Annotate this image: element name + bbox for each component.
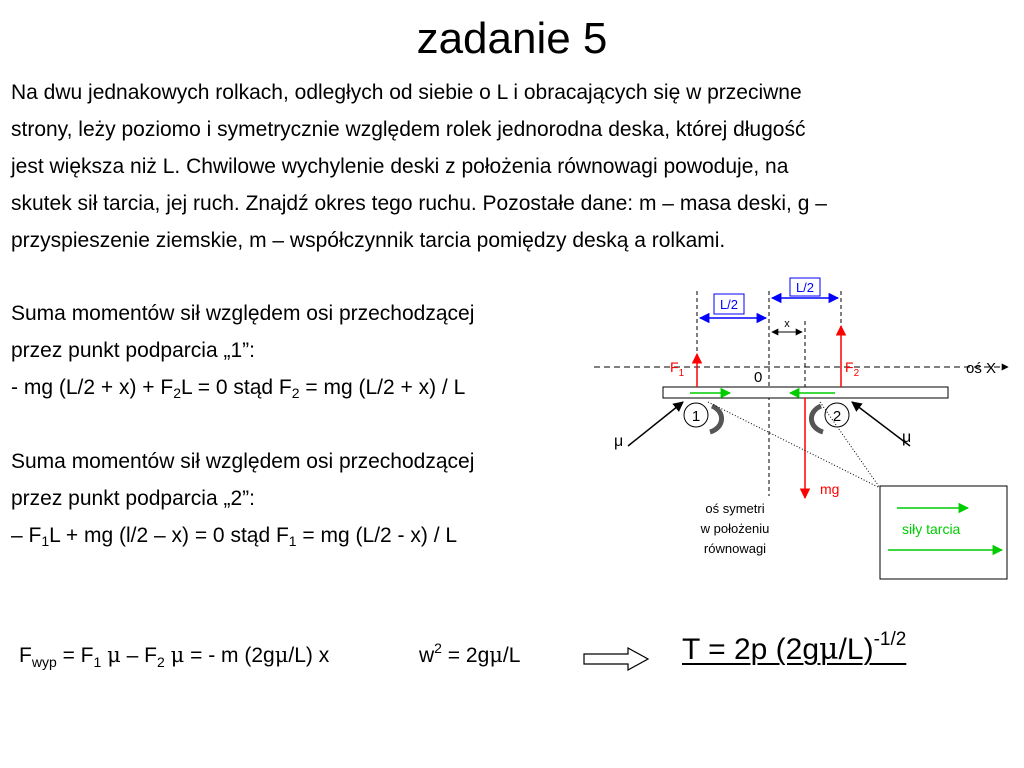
roller-2-label: 2 xyxy=(832,408,842,425)
mu-left-pointer xyxy=(628,402,683,446)
half-length-left-label: L/2 xyxy=(719,297,739,312)
legend-leader-2 xyxy=(820,402,880,488)
x-axis-label: oś X xyxy=(966,360,997,377)
omega-equation: $w^2 = 2g\mu/L$ xyxy=(419,640,521,667)
force-f2-label: $F_2$ xyxy=(845,359,860,379)
slide-title: zadanie 5 xyxy=(416,14,608,63)
symmetry-label-line-2: w położeniu xyxy=(700,521,770,536)
moments-2-equation: – $F_1L$ + mg (l/2 – x) = 0 stąd $F_1$ = mg (L/2 - x) / L xyxy=(11,524,458,549)
force-f1-label: $F_1$ xyxy=(670,359,685,379)
rollers-diagram xyxy=(590,276,1020,586)
weight-label: mg xyxy=(820,481,840,497)
problem-line: przyspieszenie ziemskie, m – współczynnik tarcia pomiędzy deską a rolkami. xyxy=(11,229,726,252)
symmetry-label-line-1: oś symetri xyxy=(705,501,765,516)
displacement-label: x xyxy=(784,318,790,330)
period-result: T = 2p $(2g\mu/L)^{-1/2}$ xyxy=(682,629,907,667)
symmetry-label-line-3: równowagi xyxy=(703,541,767,556)
roller-1-label: 1 xyxy=(691,408,701,425)
implies-arrow-icon xyxy=(582,645,652,673)
problem-line: skutek sił tarcia, jej ruch. Znajdź okres tego ruchu. Pozostałe dane: m – masa deski, g – xyxy=(11,192,827,215)
net-force-equation: $F_{wyp} = F_1$ μ – $F_2$ μ = - m (2gμ/L) x xyxy=(19,643,330,670)
problem-statement xyxy=(11,74,1021,259)
legend-leader-1 xyxy=(708,402,880,488)
rotation-2-icon xyxy=(811,406,823,432)
moments-1-equation: - mg $(L/2 + x) + F_2L = 0$ stąd $F_2$ = mg (L/2 + x) / L xyxy=(11,376,466,401)
moments-1-point: przez punkt podparcia „1”: xyxy=(11,339,255,362)
problem-line: Na dwu jednakowych rolkach, odległych od siebie o L i obracających się w przeciwne xyxy=(11,81,802,104)
moments-1-heading: Suma momentów sił względem osi przechodzącej xyxy=(11,302,475,325)
problem-line: strony, leży poziomo i symetrycznie względem rolek jednorodna deska, której długość xyxy=(11,118,806,141)
friction-legend-label: siły tarcia xyxy=(902,521,961,537)
origin-label: 0 xyxy=(754,369,763,386)
mu-left-label: μ xyxy=(614,433,624,450)
moments-2-point: przez punkt podparcia „2”: xyxy=(11,487,255,510)
rotation-1-icon xyxy=(710,406,722,432)
mu-right-label: μ xyxy=(902,429,912,446)
half-length-right-label: L/2 xyxy=(795,280,815,295)
moments-2-heading: Suma momentów sił względem osi przechodzącej xyxy=(11,450,475,473)
problem-line: jest większa niż L. Chwilowe wychylenie deski z położenia równowagi powoduje, na xyxy=(11,155,789,178)
